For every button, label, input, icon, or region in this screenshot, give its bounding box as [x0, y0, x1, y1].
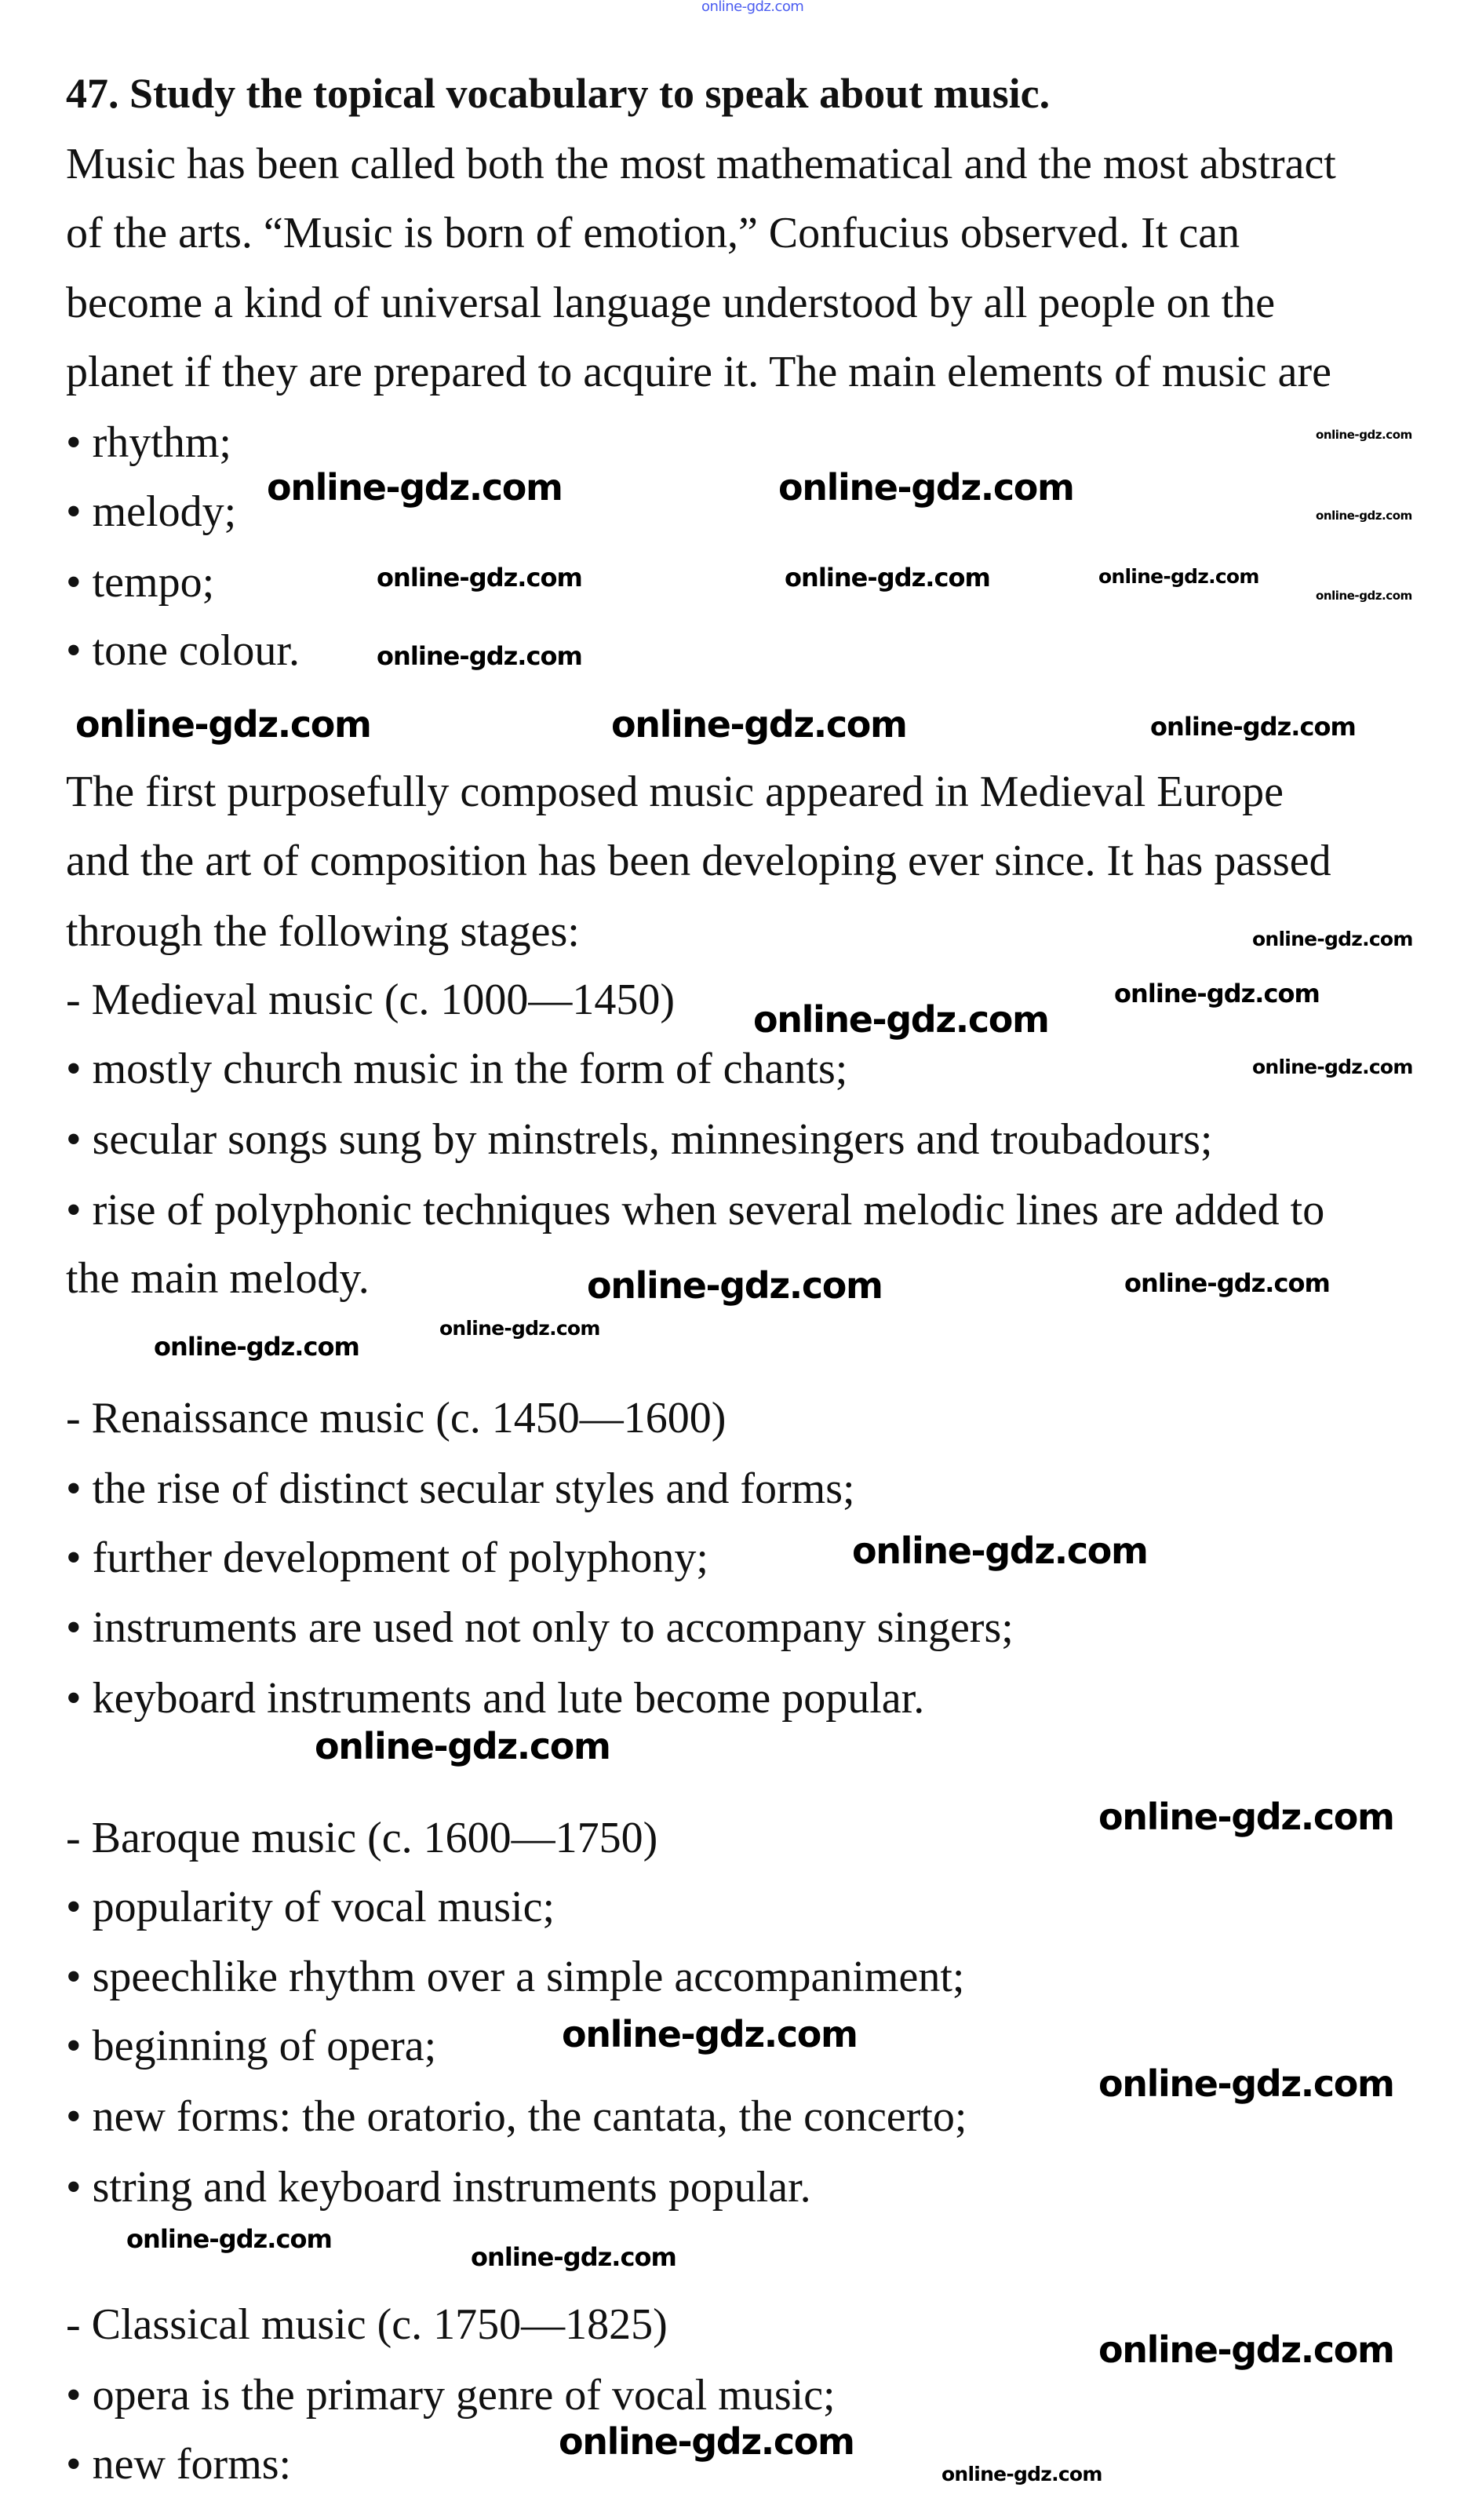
watermark: online-gdz.com [1316, 428, 1412, 442]
watermark: online-gdz.com [785, 563, 990, 593]
text-line: through the following stages: [66, 907, 580, 956]
watermark: online-gdz.com [1114, 979, 1320, 1008]
watermark: online-gdz.com [1098, 565, 1259, 588]
period-heading: - Baroque music (c. 1600—1750) [66, 1814, 658, 1862]
list-item: • the rise of distinct secular styles and forms; [66, 1464, 855, 1513]
list-item: • secular songs sung by minstrels, minnesingers and troubadours; [66, 1115, 1213, 1164]
exercise-heading: 47. Study the topical vocabulary to speak about music. [66, 70, 1051, 117]
list-item: • new forms: [66, 2440, 292, 2489]
text-line: the main melody. [66, 1254, 370, 1303]
watermark: online-gdz.com [1150, 712, 1356, 742]
watermark: online-gdz.com [1252, 1056, 1413, 1078]
list-item: • instruments are used not only to accompany singers; [66, 1603, 1014, 1652]
watermark: online-gdz.com [852, 1530, 1148, 1572]
list-item: • opera is the primary genre of vocal music; [66, 2371, 836, 2420]
watermark: online-gdz.com [126, 2224, 332, 2254]
watermark: online-gdz.com [701, 0, 804, 15]
list-item: • beginning of opera; [66, 2022, 437, 2070]
watermark: online-gdz.com [941, 2463, 1102, 2485]
watermark: online-gdz.com [587, 1264, 883, 1307]
period-heading: - Renaissance music (c. 1450—1600) [66, 1394, 727, 1442]
watermark: online-gdz.com [1098, 1796, 1394, 1838]
watermark: online-gdz.com [562, 2013, 858, 2055]
watermark: online-gdz.com [1316, 509, 1412, 523]
list-item: • keyboard instruments and lute become popular. [66, 1674, 925, 1723]
period-heading: - Medieval music (c. 1000—1450) [66, 976, 676, 1024]
list-item: • speechlike rhythm over a simple accompaniment; [66, 1953, 965, 2001]
watermark: online-gdz.com [753, 998, 1049, 1041]
list-item: • popularity of vocal music; [66, 1883, 555, 1931]
watermark: online-gdz.com [267, 466, 563, 509]
text-line: and the art of composition has been developing ever since. It has passed [66, 837, 1331, 885]
watermark: online-gdz.com [1098, 2329, 1394, 2371]
watermark: online-gdz.com [1098, 2062, 1394, 2105]
watermark: online-gdz.com [778, 466, 1074, 509]
text-line: Music has been called both the most mathematical and the most abstract [66, 140, 1336, 188]
watermark: online-gdz.com [75, 703, 371, 746]
list-item: • tone colour. [66, 626, 300, 675]
watermark: online-gdz.com [1124, 1268, 1330, 1298]
text-line: The first purposefully composed music appeared in Medieval Europe [66, 768, 1284, 816]
list-item: • rise of polyphonic techniques when several melodic lines are added to [66, 1186, 1325, 1234]
watermark: online-gdz.com [439, 1317, 600, 1340]
period-heading: - Classical music (c. 1750—1825) [66, 2300, 668, 2349]
watermark: online-gdz.com [559, 2420, 854, 2463]
watermark: online-gdz.com [1316, 589, 1412, 603]
list-item: • string and keyboard instruments popular. [66, 2163, 811, 2212]
watermark: online-gdz.com [1252, 928, 1413, 950]
list-item: • new forms: the oratorio, the cantata, the concerto; [66, 2092, 967, 2141]
text-line: become a kind of universal language understood by all people on the [66, 279, 1276, 327]
text-line: of the arts. “Music is born of emotion,” Confucius observed. It can [66, 209, 1240, 257]
list-item: • tempo; [66, 558, 215, 607]
watermark: online-gdz.com [377, 563, 582, 593]
list-item: • mostly church music in the form of chants; [66, 1045, 848, 1093]
watermark: online-gdz.com [471, 2242, 676, 2272]
watermark: online-gdz.com [315, 1725, 610, 1767]
watermark: online-gdz.com [154, 1332, 359, 1362]
list-item: • further development of polyphony; [66, 1534, 708, 1582]
list-item: • rhythm; [66, 418, 231, 467]
text-line: planet if they are prepared to acquire it. The main elements of music are [66, 348, 1331, 396]
list-item: • melody; [66, 487, 237, 536]
watermark: online-gdz.com [611, 703, 907, 746]
watermark: online-gdz.com [377, 641, 582, 671]
